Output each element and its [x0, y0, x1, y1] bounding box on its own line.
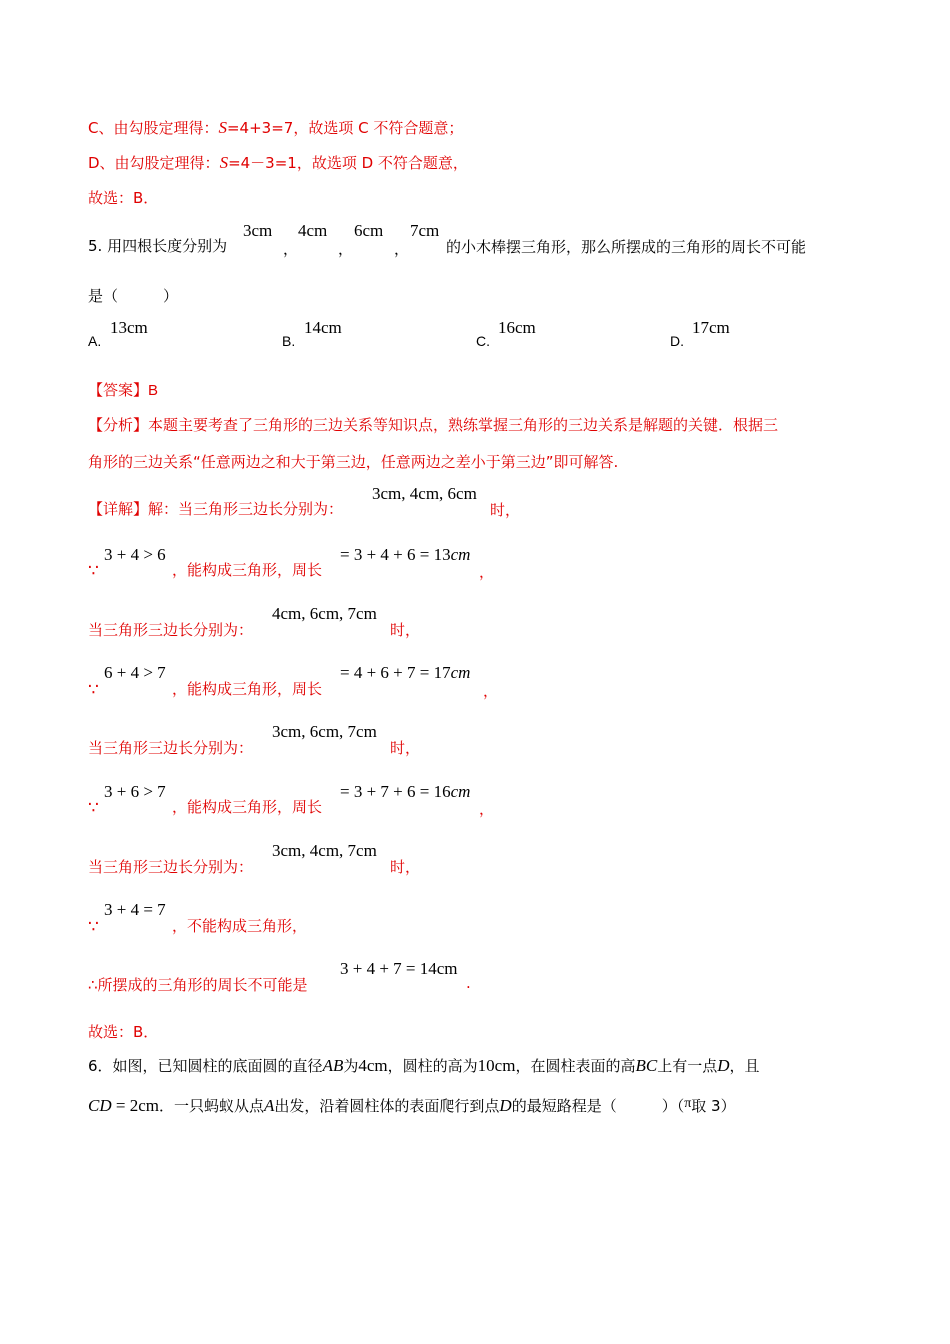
- case4-because: ∵: [88, 917, 99, 937]
- case4-sides: 3cm, 4cm, 7cm: [272, 841, 377, 860]
- therefore-text: ∴所摆成的三角形的周长不可能是: [88, 976, 308, 994]
- q5-option-d-value: 17cm: [692, 318, 730, 337]
- case3-text: ，能构成三角形，周长: [172, 798, 323, 816]
- q5-option-b-label: B.: [282, 333, 296, 349]
- case3-when: 时，: [390, 739, 421, 757]
- case1-end: ，: [479, 563, 495, 581]
- prev-line-c: [88, 118, 463, 138]
- prev-line-d-prefix: D、由勾股定理得：: [88, 154, 220, 172]
- prev-line-c-prefix: C、由勾股定理得：: [88, 119, 219, 137]
- case1-because: ∵: [88, 561, 99, 581]
- case3-end: ，: [479, 800, 495, 818]
- q5-stem-a: 用四根长度分别为: [107, 237, 228, 255]
- q6-s4: ，在圆柱表面的高: [515, 1057, 636, 1075]
- q6-s3: ，圆柱的高为: [387, 1057, 478, 1075]
- case3-perim-unit: cm: [450, 782, 471, 801]
- case2-because: ∵: [88, 680, 99, 700]
- q6-s9: 的最短路程是（ ）（: [511, 1097, 685, 1115]
- q5-number: 5.: [88, 237, 103, 255]
- q5-option-a-label: A.: [88, 333, 102, 349]
- q5-option-b-value: 14cm: [304, 318, 342, 337]
- case3-perim: [340, 782, 470, 802]
- case2-perim-unit: cm: [450, 663, 471, 682]
- q6-d2: D: [499, 1096, 512, 1115]
- answer-line: [88, 380, 158, 401]
- case1-perim-expr: = 3 + 4 + 6 = 13: [340, 545, 451, 564]
- q6-diam: 4cm: [358, 1056, 388, 1075]
- case4-prefix: 当三角形三边长分别为：: [88, 858, 254, 876]
- answer-conclusion: 故选：B．: [88, 1023, 159, 1041]
- q6-number: 6．: [88, 1057, 113, 1075]
- q6-s10: 取 3）: [691, 1097, 736, 1115]
- q5-len-1: 3cm: [243, 221, 273, 240]
- case3-prefix: 当三角形三边长分别为：: [88, 739, 254, 757]
- q6-s1: 如图，已知圆柱的底面圆的直径: [112, 1057, 323, 1075]
- therefore-expr: 3 + 4 + 7 = 14cm: [340, 959, 458, 978]
- q5-option-a-value: 13cm: [110, 318, 148, 337]
- q6-cd: CD: [88, 1096, 112, 1115]
- analysis-tag: 【分析】: [88, 416, 149, 434]
- q6-height: 10cm: [477, 1056, 516, 1075]
- therefore-end: .: [466, 974, 471, 992]
- case2-sides: 4cm, 6cm, 7cm: [272, 604, 377, 623]
- case2-prefix: 当三角形三边长分别为：: [88, 621, 254, 639]
- prev-line-d-var: S: [219, 153, 229, 172]
- case1-text: ，能构成三角形，周长: [172, 561, 323, 579]
- q6-s7: ．一只蚂蚁从点: [158, 1097, 264, 1115]
- case1-perim: [340, 545, 470, 565]
- q5-sep-3: ，: [394, 240, 410, 258]
- prev-line-d-rest: =4－3=1，故选项 D 不符合题意，: [228, 154, 468, 172]
- answer-tag: 【答案】: [88, 381, 149, 399]
- q6-ab: AB: [322, 1056, 344, 1075]
- analysis-text-1: 本题主要考查了三角形的三边关系等知识点，熟练掌握三角形的三边关系是解题的关键．根据三: [148, 416, 779, 434]
- case2-perim-expr: = 4 + 6 + 7 = 17: [340, 663, 451, 682]
- case2-perim: [340, 663, 470, 683]
- case1-sides: 3cm, 4cm, 6cm: [372, 484, 477, 503]
- q6-bc: BC: [635, 1056, 658, 1075]
- q6-s8: 出发，沿着圆柱体的表面爬行到点: [274, 1097, 500, 1115]
- case1-perim-unit: cm: [450, 545, 471, 564]
- prev-line-c-rest: =4+3=7，故选项 C 不符合题意；: [226, 119, 464, 137]
- case4-ineq: 3 + 4 = 7: [104, 900, 166, 919]
- q6-s2: 为: [343, 1057, 359, 1075]
- case2-when: 时，: [390, 621, 421, 639]
- q6-pi: π: [684, 1096, 692, 1111]
- analysis-line-2: 角形的三边关系“任意两边之和大于第三边，任意两边之差小于第三边”即可解答.: [88, 453, 619, 471]
- case1-when: 时，: [490, 501, 521, 519]
- case2-ineq: 6 + 4 > 7: [104, 663, 166, 682]
- detail-intro-line: [88, 499, 343, 519]
- q6-cd-val: = 2cm: [111, 1096, 159, 1115]
- q5-stem-line: [88, 236, 227, 256]
- case3-because: ∵: [88, 798, 99, 818]
- detail-intro: 解：当三角形三边长分别为：: [148, 500, 344, 518]
- case1-ineq: 3 + 4 > 6: [104, 545, 166, 564]
- case3-sides: 3cm, 6cm, 7cm: [272, 722, 377, 741]
- case4-text: ，不能构成三角形，: [172, 917, 308, 935]
- answer-value: B: [148, 382, 159, 399]
- q6-d: D: [717, 1056, 730, 1075]
- q5-stem-c: 是（ ）: [88, 287, 179, 305]
- case3-perim-expr: = 3 + 7 + 6 = 16: [340, 782, 451, 801]
- prev-line-c-var: S: [218, 118, 227, 137]
- q5-option-c-label: C.: [476, 333, 490, 349]
- q6-line-2: [88, 1094, 736, 1116]
- q6-a: A: [264, 1096, 275, 1115]
- q6-s6: ，且: [729, 1057, 760, 1075]
- case2-end: ，: [483, 682, 499, 700]
- case3-ineq: 3 + 6 > 7: [104, 782, 166, 801]
- prev-line-d: [88, 153, 468, 173]
- q5-len-3: 6cm: [354, 221, 384, 240]
- case2-text: ，能构成三角形，周长: [172, 680, 323, 698]
- q5-len-4: 7cm: [410, 221, 440, 240]
- q5-option-d-label: D.: [670, 333, 684, 349]
- q5-stem-b: 的小木棒摆三角形，那么所摆成的三角形的周长不可能: [446, 238, 807, 256]
- q5-sep-1: ，: [283, 240, 299, 258]
- analysis-line-1: [88, 415, 778, 435]
- detail-tag: 【详解】: [88, 500, 149, 518]
- q5-sep-2: ，: [338, 240, 354, 258]
- case4-when: 时，: [390, 858, 421, 876]
- q6-line-1: [88, 1056, 760, 1076]
- q6-s5: 上有一点: [657, 1057, 718, 1075]
- q5-len-2: 4cm: [298, 221, 328, 240]
- prev-conclusion: 故选：B．: [88, 189, 159, 207]
- q5-option-c-value: 16cm: [498, 318, 536, 337]
